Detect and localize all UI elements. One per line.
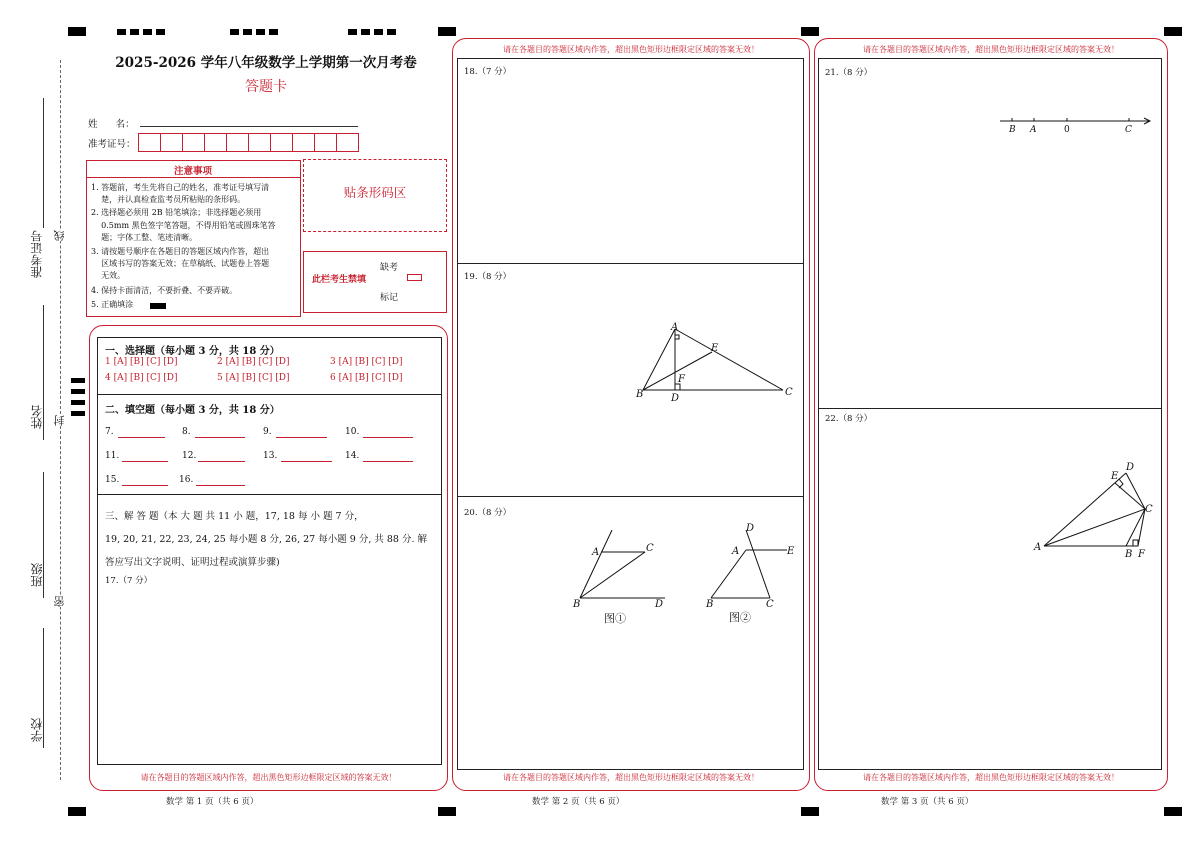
section3-title-line: 答应写出文字说明、证明过程或演算步骤) (105, 557, 280, 568)
fill-blank[interactable] (118, 437, 165, 438)
question-divider (818, 408, 1161, 409)
point-label: A (732, 546, 740, 557)
page2-warning-top: 请在各题目的答题区域内作答，超出黑色矩形边框限定区域的答案无效！ (503, 45, 759, 54)
q21-number-line (995, 112, 1155, 136)
side-mark-line: 线 (53, 230, 66, 241)
notice-item: 3. 请按题号顺序在各题目的答题区域内作答，超出 (91, 247, 270, 256)
absent-mark-top: 缺考 (380, 263, 399, 273)
side-label-name: 姓名 (30, 405, 44, 429)
point-label: F (678, 374, 685, 385)
registration-mark (348, 29, 357, 35)
notice-title-divider (86, 177, 300, 178)
point-label: B (636, 389, 644, 400)
page3-footer: 数学 第 3 页（共 6 页） (881, 797, 974, 807)
fill-num: 8. (182, 427, 191, 437)
side-underline (43, 628, 44, 748)
registration-mark (1164, 27, 1182, 36)
page1-footer: 数学 第 1 页（共 6 页） (166, 797, 259, 807)
notice-item: 无效。 (91, 271, 126, 280)
notice-item: 1. 答题前，考生先将自己的姓名，准考证号填写清 (91, 183, 270, 192)
name-field[interactable] (140, 126, 358, 127)
fill-blank[interactable] (198, 461, 245, 462)
question-label: 22.（8 分） (825, 414, 873, 424)
notice-item: 0.5mm 黑色签字笔答题，不得用铅笔或圆珠笔答 (91, 221, 276, 230)
q20-figure-1 (568, 530, 678, 630)
notice-item: 题；字体工整、笔迹清晰。 (91, 233, 198, 242)
registration-mark (71, 411, 85, 416)
fill-blank[interactable] (363, 437, 413, 438)
fill-num: 14. (345, 451, 360, 461)
point-label: D (655, 599, 664, 610)
fill-blank[interactable] (122, 461, 168, 462)
registration-mark (361, 29, 370, 35)
point-label: C (1145, 504, 1153, 515)
fill-num: 10. (345, 427, 360, 437)
q17-answer-area[interactable] (98, 586, 440, 762)
registration-mark (71, 378, 85, 383)
fill-blank[interactable] (196, 485, 245, 486)
fill-blank[interactable] (122, 485, 168, 486)
section-divider (97, 394, 441, 395)
mc-answer-row[interactable]: 2 [A] [B] [C] [D] (217, 357, 290, 367)
fill-num: 16. (179, 475, 194, 485)
fill-blank[interactable] (195, 437, 245, 438)
point-label: A (592, 547, 600, 558)
filled-bubble-example (150, 303, 166, 309)
point-label: D (1126, 462, 1135, 473)
point-label: B (706, 599, 714, 610)
point-label: B (1125, 549, 1133, 560)
point-label: D (746, 523, 755, 534)
page-subtitle: 答题卡 (245, 79, 287, 95)
fill-blank[interactable] (276, 437, 327, 438)
point-label: C (785, 387, 793, 398)
notice-item: 楚，并认真检查监考员所粘贴的条形码。 (91, 195, 246, 204)
section3-title-line: 三、解 答 题（本 大 题 共 11 小 题，17, 18 每 小 题 7 分， (105, 511, 364, 522)
question-divider (457, 496, 803, 497)
side-label-school: 学校 (30, 718, 44, 742)
registration-mark (1164, 807, 1182, 816)
question-label: 18.（7 分） (464, 67, 512, 77)
registration-mark (374, 29, 383, 35)
notice-item: 5. 正确填涂 (91, 300, 134, 309)
section1-title: 一、选择题（每小题 3 分，共 18 分） (105, 346, 280, 357)
side-mark-seal: 封 (53, 415, 66, 426)
page3-warning-bottom: 请在各题目的答题区域内作答，超出黑色矩形边框限定区域的答案无效！ (863, 773, 1119, 782)
figure-caption: 图② (729, 611, 751, 624)
registration-mark (387, 29, 396, 35)
section-divider (97, 494, 441, 495)
point-label: E (711, 343, 719, 354)
question-label: 19.（8 分） (464, 272, 512, 282)
q22-figure (1030, 458, 1160, 563)
fill-num: 9. (263, 427, 272, 437)
point-label: A (671, 322, 679, 333)
question-label: 21.（8 分） (825, 68, 873, 78)
point-label: F (1138, 549, 1145, 560)
question-label: 20.（8 分） (464, 508, 512, 518)
fill-blank[interactable] (281, 461, 332, 462)
notice-item: 2. 选择题必须用 2B 铅笔填涂；非选择题必须用 (91, 208, 262, 217)
registration-mark (230, 29, 239, 35)
mc-answer-row[interactable]: 3 [A] [B] [C] [D] (330, 357, 403, 367)
notice-title: 注意事项 (173, 166, 212, 177)
fill-num: 12. (182, 451, 197, 461)
point-label: 0 (1064, 125, 1070, 135)
point-label: D (671, 393, 680, 404)
registration-mark (801, 807, 819, 816)
side-underline (43, 98, 44, 228)
registration-mark (801, 27, 819, 36)
section2-title: 二、填空题（每小题 3 分，共 18 分） (105, 405, 280, 416)
absent-mark-bubble[interactable] (407, 274, 422, 281)
barcode-area-label: 贴条形码区 (343, 185, 407, 200)
registration-mark (438, 807, 456, 816)
exam-no-boxes[interactable] (138, 133, 359, 152)
point-label: B (573, 599, 581, 610)
registration-mark (68, 807, 86, 816)
notice-item: 4. 保持卡面清洁，不要折叠、不要弄破。 (91, 286, 238, 295)
exam-no-label: 准考证号： (88, 139, 136, 150)
registration-mark (130, 29, 139, 35)
fill-num: 7. (105, 427, 114, 437)
registration-mark (156, 29, 165, 35)
absent-mark-bottom: 标记 (380, 293, 399, 303)
page1-warning: 请在各题目的答题区域内作答，超出黑色矩形边框限定区域的答案无效！ (140, 773, 397, 782)
page2-footer: 数学 第 2 页（共 6 页） (532, 797, 625, 807)
point-label: C (766, 599, 774, 610)
mc-answer-row[interactable]: 5 [A] [B] [C] [D] (217, 373, 290, 383)
q18-answer-area[interactable] (458, 78, 802, 262)
side-underline (43, 305, 44, 440)
page3-warning-top: 请在各题目的答题区域内作答，超出黑色矩形边框限定区域的答案无效！ (863, 45, 1119, 54)
page-title: 2025-2026 学年八年级数学上学期第一次月考卷 (115, 55, 417, 71)
point-label: B (1009, 125, 1016, 135)
point-label: E (787, 546, 795, 557)
fill-num: 13. (263, 451, 278, 461)
side-label-exam-no: 准考证号 (30, 230, 44, 278)
fill-num: 11. (105, 451, 120, 461)
question-label: 17.（7 分） (105, 576, 153, 586)
absent-label: 此栏考生禁填 (312, 275, 367, 285)
side-label-class: 班级 (30, 563, 44, 587)
mc-answer-row[interactable]: 1 [A] [B] [C] [D] (105, 357, 178, 367)
registration-mark (256, 29, 265, 35)
name-label: 姓 名： (88, 119, 135, 130)
registration-mark (68, 27, 86, 36)
registration-mark (269, 29, 278, 35)
side-mark-secret: 密 (53, 596, 66, 607)
section3-title-line: 19, 20, 21, 22, 23, 24, 25 每小题 8 分, 26, 27 每小题 9 分, 共 88 分. 解 (105, 534, 428, 545)
figure-caption: 图① (604, 612, 626, 625)
registration-mark (438, 27, 456, 36)
point-label: C (646, 543, 654, 554)
registration-mark (71, 389, 85, 394)
registration-mark (71, 400, 85, 405)
fill-blank[interactable] (363, 461, 413, 462)
fill-num: 15. (105, 475, 120, 485)
q20-figure-2 (700, 520, 800, 630)
notice-item: 区域书写的答案无效；在草稿纸、试题卷上答题 (91, 259, 270, 268)
registration-mark (243, 29, 252, 35)
question-divider (457, 263, 803, 264)
point-label: E (1111, 471, 1119, 482)
point-label: C (1125, 125, 1132, 135)
point-label: A (1030, 125, 1037, 135)
point-label: A (1034, 542, 1042, 553)
registration-mark (143, 29, 152, 35)
mc-answer-row[interactable]: 4 [A] [B] [C] [D] (105, 373, 178, 383)
mc-answer-row[interactable]: 6 [A] [B] [C] [D] (330, 373, 403, 383)
q19-figure (620, 318, 800, 404)
registration-mark (117, 29, 126, 35)
page2-warning-bottom: 请在各题目的答题区域内作答，超出黑色矩形边框限定区域的答案无效！ (503, 773, 759, 782)
side-underline (43, 472, 44, 598)
